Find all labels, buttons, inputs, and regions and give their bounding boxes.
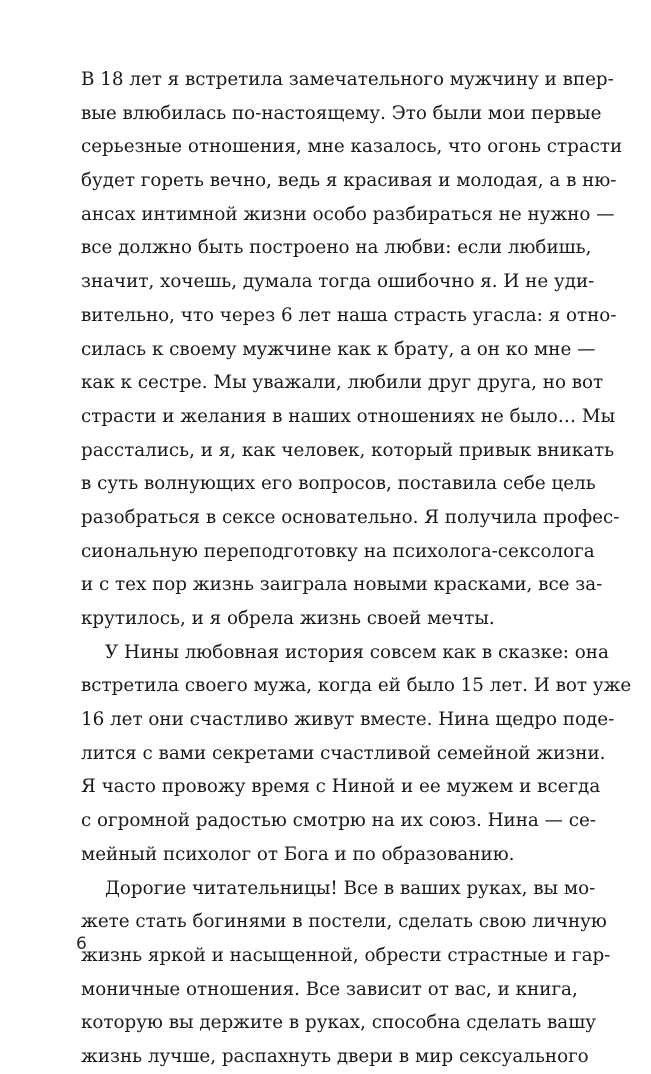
body-text — [81, 63, 632, 1074]
text-line: крутилось, и я обрела жизнь своей мечты. — [81, 608, 495, 629]
paragraph — [81, 63, 623, 636]
text-line: вые влюбилась по-настоящему. Это были мои первые — [81, 102, 602, 124]
text-line: Я часто провожу время с Ниной и ее мужем и всегда — [81, 776, 601, 798]
text-line: страсти и желания в наших отношениях не было… Мы — [81, 405, 616, 427]
text-line: сиональную переподготовку на психолога-сексолога — [81, 540, 595, 562]
text-line: 16 лет они счастливо живут вместе. Нина щедро поде- — [81, 709, 615, 731]
text-line: жизнь яркой и насыщенной, обрести страстные и гар- — [81, 944, 611, 966]
text-line: В 18 лет я встретила замечательного мужчину и впер- — [81, 69, 614, 90]
text-line: как к сестре. Мы уважали, любили друг друга, но вот — [81, 372, 604, 394]
text-line: будет гореть вечно, ведь я красивая и молодая, а в ню- — [81, 170, 617, 192]
paragraph — [81, 636, 632, 872]
text-line: серьезные отношения, мне казалось, что огонь страсти — [81, 136, 623, 158]
text-line: которую вы держите в руках, способна сделать вашу — [81, 1012, 596, 1034]
text-line: жете стать богинями в постели, сделать свою личную — [81, 911, 607, 933]
text-line: и с тех пор жизнь заиграла новыми красками, все за- — [81, 574, 603, 596]
text-line: лится с вами секретами счастливой семейной жизни. — [81, 742, 606, 764]
text-line: мейный психолог от Бога и по образованию. — [81, 843, 515, 865]
text-line: разобраться в сексе основательно. Я получила профес- — [81, 506, 620, 528]
text-line: расстались, и я, как человек, который привык вникать — [81, 439, 615, 461]
text-line: с огромной радостью смотрю на их союз. Нина — се- — [81, 810, 596, 832]
text-line: вительно, что через 6 лет наша страсть угасла: я отно- — [81, 304, 617, 326]
text-line: жизнь лучше, распахнуть двери в мир сексуального — [81, 1045, 589, 1067]
text-line: Дорогие читательницы! Все в ваших руках, вы мо- — [105, 877, 596, 899]
text-line: в суть волнующих его вопросов, поставила себе цель — [81, 473, 596, 495]
text-line: значит, хочешь, думала тогда ошибочно я. И не уди- — [81, 271, 595, 293]
text-line: моничные отношения. Все зависит от вас, и книга, — [81, 978, 578, 1000]
text-line: все должно быть построено на любви: если любишь, — [81, 237, 592, 259]
paragraph — [81, 872, 611, 1074]
text-line: У Нины любовная история совсем как в сказке: она — [105, 641, 609, 663]
text-line: встретила своего мужа, когда ей было 15 лет. И вот уже — [81, 675, 632, 697]
text-line: ансах интимной жизни особо разбираться не нужно — — [81, 203, 615, 225]
text-line: силась к своему мужчине как к брату, а он ко мне — — [81, 338, 596, 360]
page-number: 6 — [76, 934, 87, 954]
